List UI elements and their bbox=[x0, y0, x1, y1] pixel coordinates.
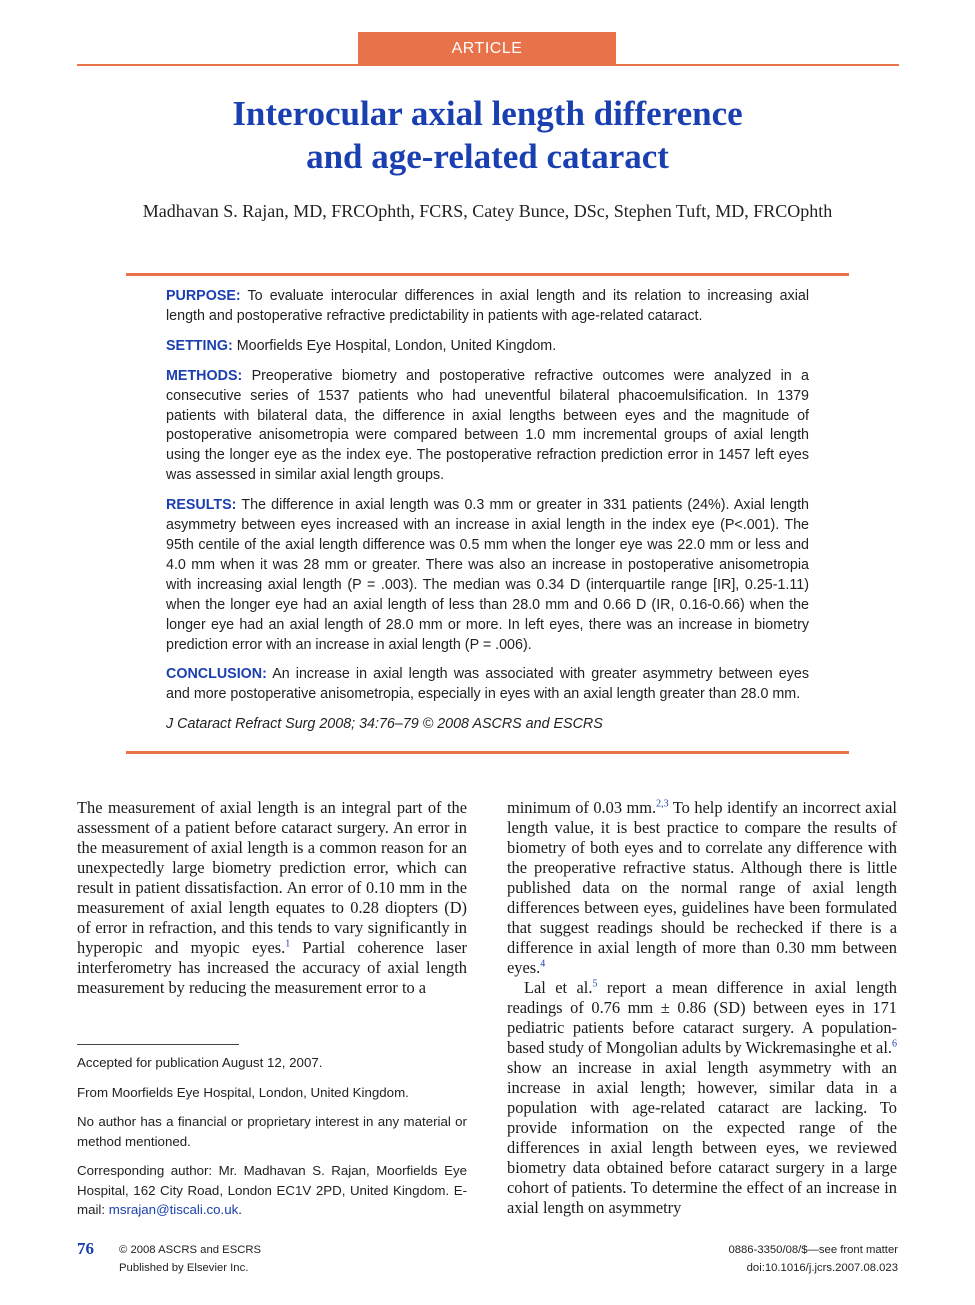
footnotes bbox=[77, 1053, 467, 1230]
footer-right bbox=[728, 1241, 898, 1277]
body-text: Partial coherence laser interferometry has increased the accuracy of axial length measurement by reducing the measurement error to a bbox=[77, 938, 467, 997]
footer-issn: 0886-3350/08/$—see front matter bbox=[728, 1244, 898, 1256]
body-text: Lal et al. bbox=[524, 978, 593, 997]
abstract-results bbox=[166, 496, 809, 655]
methods-label: METHODS: bbox=[166, 367, 243, 384]
footer-copyright: © 2008 ASCRS and ESCRS bbox=[119, 1244, 262, 1256]
footnote-rule bbox=[77, 1044, 239, 1045]
results-label: RESULTS: bbox=[166, 497, 237, 514]
body-text: minimum of 0.03 mm. bbox=[507, 798, 657, 817]
body-text: To help identify an incorrect axial length value, it is best practice to compare the results of biometry of both eyes and to correlate any difference with the preoperative refractive status. Although there is little published data on the normal range of axial length differences between eyes, guidelines have been formulated that suggest readings should be rechecked if there is a difference in axial length of more than 0.30 mm between eyes. bbox=[507, 798, 897, 977]
results-text: The difference in axial length was 0.3 mm or greater in 331 patients (24%). Axial length asymmetry between eyes increased with an increase in axial length in the index eye (P<.001). The 95th centile of the axial length difference was 0.5 mm when the longer eye was 22.0 mm or less and 4.0 mm when it was 28 mm or greater. There was also an increase in postoperative anisometropia with increasing axial length (P = .003). The median was 0.34 D (interquartile range [IR], 0.25-1.11) when the longer eye had an axial length of less than 28.0 mm and 0.66 D (IR, 0.16-0.66) when the longer eye had an axial length of 28.0 mm or more. In left eyes, there was an increase in biometry prediction error with an increase in axial length (P = .006). bbox=[166, 497, 809, 653]
article-type-tag: ARTICLE bbox=[358, 32, 616, 66]
purpose-label: PURPOSE: bbox=[166, 288, 241, 304]
footer-left bbox=[119, 1241, 261, 1277]
setting-text: Moorfields Eye Hospital, London, United Kingdom. bbox=[236, 337, 557, 354]
page-number: 76 bbox=[77, 1239, 94, 1258]
setting-label: SETTING: bbox=[166, 337, 233, 354]
body-column-right bbox=[507, 798, 897, 1218]
reference-link[interactable]: 2,3 bbox=[656, 798, 669, 810]
abstract-setting bbox=[166, 337, 809, 357]
body-text: The measurement of axial length is an integral part of the assessment of a patient before cataract surgery. An error in the measurement of axial length is a common reason for an unexpectedly large biometry prediction error, which can result in patient dissatisfaction. An error of 0.10 mm in the measurement of axial length equates to 0.28 diopters (D) of error in refraction, and this tends to vary significantly in hyperopic and myopic eyes. bbox=[77, 798, 467, 957]
body-text: show an increase in axial length asymmetry with an increase in axial length; however, similar data in a population with age-related cataract are lacking. To provide information on the expected range of the differences in axial length between eyes, we reviewed biometry data obtained before cataract surgery in a large cohort of patients. To determine the effect of an increase in axial length on asymmetry bbox=[507, 1058, 897, 1217]
title-line-1: Interocular axial length difference bbox=[232, 94, 743, 133]
footer-doi: doi:10.1016/j.jcrs.2007.08.023 bbox=[746, 1262, 898, 1274]
title-line-2: and age-related cataract bbox=[306, 137, 669, 176]
methods-text: Preoperative biometry and postoperative refractive outcomes were analyzed in a consecutive series of 1537 patients who had uneventful bilateral phacoemulsification. In 1379 patients with bilateral data, the difference in axial lengths between eyes and the magnitude of postoperative anisometropia were compared between 1.0 mm incremental groups of axial length using the longer eye as the index eye. The postoperative refraction prediction error in 1457 left eyes was assessed in similar axial length groups. bbox=[166, 367, 809, 484]
corresponding-text: Corresponding author: Mr. Madhavan S. Rajan, Moorfields Eye Hospital, 162 City Road, London EC1V 2PD, United Kingdom. E-mail: bbox=[77, 1163, 467, 1217]
abstract-purpose bbox=[166, 287, 809, 327]
reference-link[interactable]: 6 bbox=[892, 1038, 897, 1050]
body-text: report a mean difference in axial length readings of 0.76 mm ± 0.86 (SD) between eyes in 171 pediatric patients before cataract surgery. A population-based study of Mongolian adults by Wickremasinghe et al. bbox=[507, 978, 897, 1057]
corresponding-end: . bbox=[238, 1202, 242, 1217]
abstract-top-rule bbox=[126, 273, 849, 276]
body-paragraph bbox=[507, 798, 897, 978]
journal-citation: J Cataract Refract Surg 2008; 34:76–79 © 2008 ASCRS and ESCRS bbox=[166, 716, 603, 733]
reference-link[interactable]: 1 bbox=[285, 938, 291, 950]
header-rule bbox=[77, 64, 899, 66]
footnote-accepted: Accepted for publication August 12, 2007. bbox=[77, 1055, 323, 1070]
reference-link[interactable]: 4 bbox=[540, 958, 546, 970]
abstract-methods bbox=[166, 367, 809, 486]
footnote-corresponding bbox=[77, 1161, 467, 1220]
author-list: Madhavan S. Rajan, MD, FRCOphth, FCRS, Catey Bunce, DSc, Stephen Tuft, MD, FRCOphth bbox=[142, 201, 833, 221]
conclusion-label: CONCLUSION: bbox=[166, 666, 267, 683]
abstract-bottom-rule bbox=[126, 751, 849, 754]
abstract bbox=[166, 287, 809, 745]
body-paragraph bbox=[77, 798, 467, 998]
footer-publisher: Published by Elsevier Inc. bbox=[119, 1262, 249, 1274]
email-link[interactable]: msrajan@tiscali.co.uk bbox=[108, 1202, 239, 1217]
conclusion-text: An increase in axial length was associated with greater asymmetry between eyes and more postoperative anisometropia, especially in eyes with an axial length greater than 28.0 mm. bbox=[166, 666, 810, 703]
abstract-conclusion bbox=[166, 665, 809, 705]
purpose-text: To evaluate interocular differences in axial length and its relation to increasing axial length and postoperative refractive predictability in patients with age-related cataract. bbox=[166, 288, 810, 324]
body-column-left bbox=[77, 798, 467, 998]
article-title bbox=[60, 92, 915, 178]
footnote-affiliation: From Moorfields Eye Hospital, London, United Kingdom. bbox=[77, 1084, 409, 1100]
reference-link[interactable]: 5 bbox=[592, 978, 598, 990]
footnote-disclosure: No author has a financial or proprietary interest in any material or method mentioned. bbox=[77, 1114, 467, 1149]
body-paragraph bbox=[507, 978, 897, 1218]
